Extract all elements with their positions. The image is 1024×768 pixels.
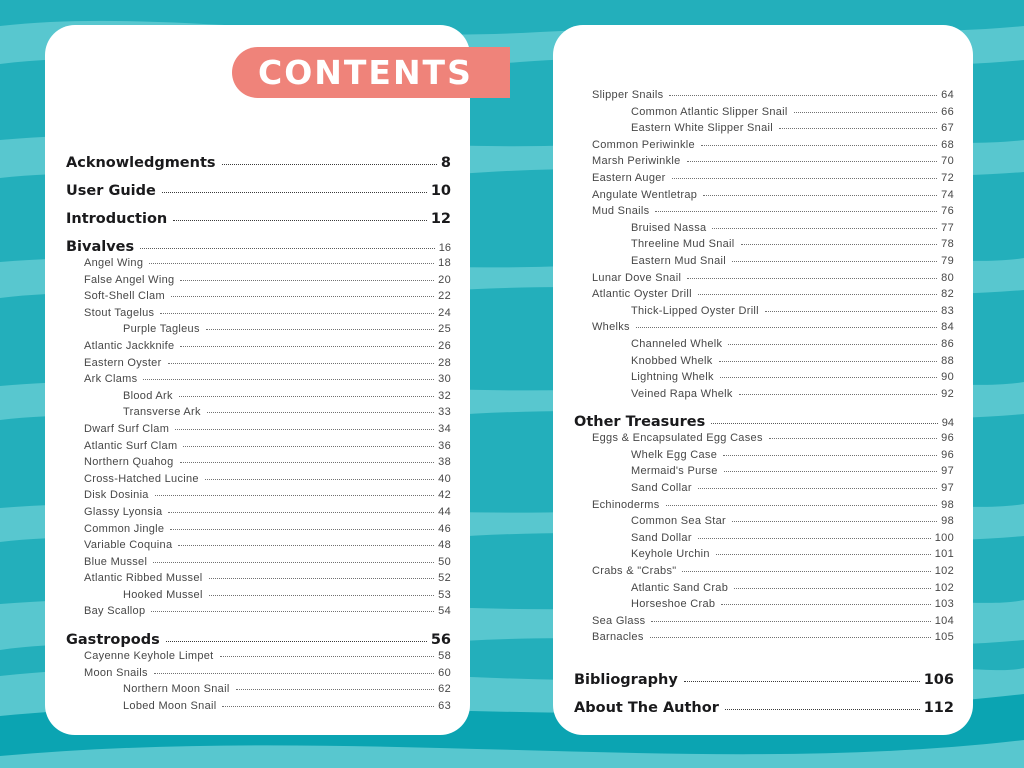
dot-leader [732,521,937,522]
dot-leader [166,641,427,642]
entry-label: Introduction [66,211,168,227]
toc-entry [66,323,451,340]
entry-label: Bibliography [574,672,678,688]
entry-label: False Angel Wing [84,273,175,286]
toc-entry [574,532,954,549]
toc-entry [574,548,954,565]
dot-leader [149,263,434,264]
dot-leader [168,512,434,513]
dot-leader [650,637,931,638]
page-number: 56 [430,632,451,649]
page-number: 84 [941,321,954,334]
page-number: 36 [438,439,451,452]
entry-label: Cross-Hatched Lucine [84,472,199,485]
entry-label: Sand Collar [631,482,692,495]
toc-entry [66,523,451,540]
toc-entry [66,274,451,291]
toc-entry [574,414,954,432]
toc-entry [574,388,954,405]
dot-leader [222,164,437,165]
page-number: 72 [941,171,954,184]
dot-leader [140,248,435,249]
dot-leader [236,689,435,690]
page-number: 38 [438,456,451,469]
toc-entry [66,506,451,523]
toc-entry [574,355,954,372]
dot-leader [151,611,434,612]
entry-label: Whelk Egg Case [631,448,718,461]
page-number: 105 [934,631,954,644]
page-number: 34 [438,422,451,435]
toc-entry [66,390,451,407]
toc-entry [574,155,954,172]
toc-entry [66,667,451,684]
entry-label: Channeled Whelk [631,337,723,350]
dot-leader [179,396,434,397]
page-number: 80 [941,271,954,284]
page-number: 88 [941,354,954,367]
toc-entry [66,605,451,622]
entry-label: Eastern Oyster [84,356,162,369]
toc-entry [66,473,451,490]
page-number: 70 [941,155,954,168]
toc-entry [66,257,451,274]
toc-entry [574,631,954,648]
toc-entry [574,205,954,222]
toc-entry [66,489,451,506]
entry-label: Bivalves [66,239,135,255]
dot-leader [183,446,434,447]
page-number: 74 [941,188,954,201]
toc-entry [574,272,954,289]
entry-label: Horseshoe Crab [631,598,716,611]
dot-leader [684,681,920,682]
entry-label: Variable Coquina [84,539,173,552]
dot-leader [779,128,937,129]
dot-leader [698,488,937,489]
toc-entry [574,89,954,106]
dot-leader [669,95,937,96]
entry-label: Other Treasures [574,414,706,431]
page-number: 67 [941,122,954,135]
entry-label: Common Sea Star [631,515,726,528]
dot-leader [724,471,937,472]
entry-label: Eastern White Slipper Snail [631,122,773,135]
page-number: 103 [934,598,954,611]
entry-label: Knobbed Whelk [631,354,713,367]
toc-entry [66,700,451,717]
page-number: 58 [438,650,451,663]
entry-label: Northern Quahog [84,456,174,469]
entry-label: Mud Snails [592,205,650,218]
entry-label: Common Jingle [84,522,165,535]
page-number: 25 [438,323,451,336]
toc-entry [574,598,954,615]
dot-leader [769,438,937,439]
toc-entry [574,122,954,139]
dot-leader [711,423,937,424]
dot-leader [160,313,434,314]
page-number: 44 [438,505,451,518]
page-number: 92 [941,387,954,400]
toc-entry [66,440,451,457]
toc-entry [66,239,451,257]
toc-entry [574,338,954,355]
page-number: 106 [923,672,954,688]
dot-leader [712,228,937,229]
page-number: 98 [941,515,954,528]
entry-label: Bruised Nassa [631,221,707,234]
toc-entry [66,650,451,667]
page-number: 102 [934,565,954,578]
page-number: 79 [941,254,954,267]
dot-leader [180,462,435,463]
page-number: 97 [941,482,954,495]
entry-label: Lobed Moon Snail [123,699,217,712]
entry-label: Lightning Whelk [631,371,714,384]
dot-leader [698,294,937,295]
entry-label: Mermaid's Purse [631,465,718,478]
toc-entry [574,305,954,322]
toc-entry [574,172,954,189]
page-number: 97 [941,465,954,478]
entry-label: Echinoderms [592,498,660,511]
contents-title: CONTENTS [258,53,473,92]
dot-leader [636,327,937,328]
page-number: 33 [438,406,451,419]
dot-leader [716,554,931,555]
page-number: 76 [941,205,954,218]
toc-entry [66,572,451,589]
entry-label: Ark Clams [84,373,138,386]
dot-leader [651,621,930,622]
right-toc-list [574,89,954,718]
page-number: 102 [934,581,954,594]
dot-leader [728,344,937,345]
toc-entry [574,288,954,305]
page-number: 98 [941,498,954,511]
entry-label: Keyhole Urchin [631,548,710,561]
entry-label: User Guide [66,183,156,199]
dot-leader [765,311,937,312]
page-number: 26 [438,339,451,352]
dot-leader [175,429,434,430]
page-number: 77 [941,221,954,234]
entry-label: Hooked Mussel [123,588,203,601]
page-number: 16 [438,242,451,254]
dot-leader [732,261,937,262]
right-page [553,25,973,735]
entry-label: Eastern Mud Snail [631,254,726,267]
page-number: 101 [934,548,954,561]
page-number: 68 [941,138,954,151]
entry-label: Angulate Wentletrap [592,188,698,201]
dot-leader [794,112,937,113]
page-number: 90 [941,371,954,384]
page-number: 96 [941,448,954,461]
page-number: 22 [438,290,451,303]
page-number: 78 [941,238,954,251]
page-number: 60 [438,666,451,679]
page-number: 42 [438,489,451,502]
dot-leader [741,244,938,245]
toc-entry [574,700,954,718]
entry-label: Barnacles [592,631,644,644]
entry-label: Blood Ark [123,389,173,402]
page-number: 18 [438,257,451,269]
entry-label: Soft-Shell Clam [84,290,165,303]
dot-leader [725,709,920,710]
page-number: 30 [438,373,451,386]
dot-leader [698,538,931,539]
entry-label: Sand Dollar [631,531,692,544]
toc-entry [574,106,954,123]
page-number: 10 [430,183,451,199]
dot-leader [687,161,938,162]
entry-label: Angel Wing [84,257,144,269]
entry-label: Eggs & Encapsulated Egg Cases [592,432,763,445]
toc-entry [574,482,954,499]
toc-entry [574,321,954,338]
entry-label: Common Periwinkle [592,138,695,151]
entry-label: Crabs & "Crabs" [592,565,677,578]
toc-entry [574,565,954,582]
toc-entry [66,539,451,556]
dot-leader [655,211,937,212]
page-number: 8 [440,155,451,171]
entry-label: Thick-Lipped Oyster Drill [631,304,759,317]
page-number: 100 [934,531,954,544]
entry-label: Purple Tagleus [123,323,200,336]
left-toc-list [66,145,451,716]
toc-entry [574,139,954,156]
entry-label: About The Author [574,700,719,716]
page-number: 104 [934,614,954,627]
entry-label: Disk Dosinia [84,489,149,502]
dot-leader [719,361,938,362]
toc-entry [66,340,451,357]
toc-entry [574,222,954,239]
page-number: 83 [941,304,954,317]
dot-leader [687,278,937,279]
toc-entry [574,465,954,482]
entry-label: Dwarf Surf Clam [84,422,170,435]
entry-label: Cayenne Keyhole Limpet [84,650,214,663]
dot-leader [666,505,938,506]
entry-label: Whelks [592,321,630,334]
dot-leader [209,595,434,596]
dot-leader [701,145,937,146]
toc-entry [574,432,954,449]
toc-entry [574,238,954,255]
page-number: 62 [438,683,451,696]
toc-entry [574,615,954,632]
dot-leader [703,195,937,196]
dot-leader [180,346,434,347]
toc-entry [66,423,451,440]
dot-leader [154,673,434,674]
page-number: 20 [438,273,451,286]
page-number: 94 [941,417,954,430]
entry-label: Moon Snails [84,666,148,679]
page-number: 86 [941,337,954,350]
entry-label: Common Atlantic Slipper Snail [631,105,788,118]
page-number: 112 [923,700,954,716]
toc-entry [66,307,451,324]
dot-leader [170,529,434,530]
entry-label: Northern Moon Snail [123,683,230,696]
toc-entry [66,155,451,173]
page-number: 48 [438,539,451,552]
contents-banner [232,47,510,98]
dot-leader [220,656,435,657]
page-number: 64 [941,89,954,101]
dot-leader [155,495,434,496]
page-number: 54 [438,605,451,618]
entry-label: Atlantic Jackknife [84,339,175,352]
dot-leader [672,178,938,179]
toc-entry [574,255,954,272]
page-number: 24 [438,306,451,319]
toc-entry [574,499,954,516]
entry-label: Acknowledgments [66,155,216,171]
dot-leader [723,455,937,456]
toc-entry [574,582,954,599]
entry-label: Eastern Auger [592,171,666,184]
toc-entry [574,515,954,532]
toc-entry [66,357,451,374]
dot-leader [178,545,434,546]
toc-entry [66,589,451,606]
dot-leader [180,280,434,281]
dot-leader [206,329,434,330]
page-number: 40 [438,472,451,485]
dot-leader [222,706,434,707]
toc-entry [574,189,954,206]
toc-entry [66,211,451,229]
page-number: 12 [430,211,451,227]
dot-leader [209,578,435,579]
page-number: 50 [438,555,451,568]
entry-label: Gastropods [66,632,160,649]
entry-label: Atlantic Ribbed Mussel [84,572,203,585]
page-number: 53 [438,588,451,601]
dot-leader [171,296,434,297]
toc-entry [66,183,451,201]
page-number: 96 [941,432,954,445]
entry-label: Bay Scallop [84,605,146,618]
entry-label: Veined Rapa Whelk [631,387,733,400]
dot-leader [682,571,930,572]
dot-leader [734,588,931,589]
toc-entry [574,371,954,388]
dot-leader [143,379,434,380]
left-page [45,25,470,735]
entry-label: Marsh Periwinkle [592,155,681,168]
page-number: 32 [438,389,451,402]
entry-label: Transverse Ark [123,406,201,419]
dot-leader [739,394,937,395]
entry-label: Atlantic Surf Clam [84,439,178,452]
toc-entry [66,556,451,573]
page-number: 28 [438,356,451,369]
dot-leader [207,412,434,413]
entry-label: Stout Tagelus [84,306,155,319]
entry-label: Blue Mussel [84,555,148,568]
dot-leader [721,604,930,605]
entry-label: Slipper Snails [592,89,664,101]
toc-entry [66,632,451,650]
page-number: 66 [941,105,954,118]
toc-entry [574,449,954,466]
dot-leader [205,479,434,480]
dot-leader [173,220,427,221]
entry-label: Atlantic Oyster Drill [592,288,692,301]
page-number: 52 [438,572,451,585]
toc-entry [66,683,451,700]
entry-label: Lunar Dove Snail [592,271,682,284]
page-number: 63 [438,699,451,712]
dot-leader [153,562,434,563]
entry-label: Threeline Mud Snail [631,238,735,251]
toc-entry [574,672,954,690]
page-number: 46 [438,522,451,535]
toc-entry [66,290,451,307]
page-number: 82 [941,288,954,301]
entry-label: Atlantic Sand Crab [631,581,729,594]
dot-leader [162,192,427,193]
entry-label: Sea Glass [592,614,646,627]
toc-entry [66,456,451,473]
dot-leader [720,377,937,378]
toc-entry [66,373,451,390]
entry-label: Glassy Lyonsia [84,505,163,518]
toc-entry [66,406,451,423]
dot-leader [168,363,435,364]
